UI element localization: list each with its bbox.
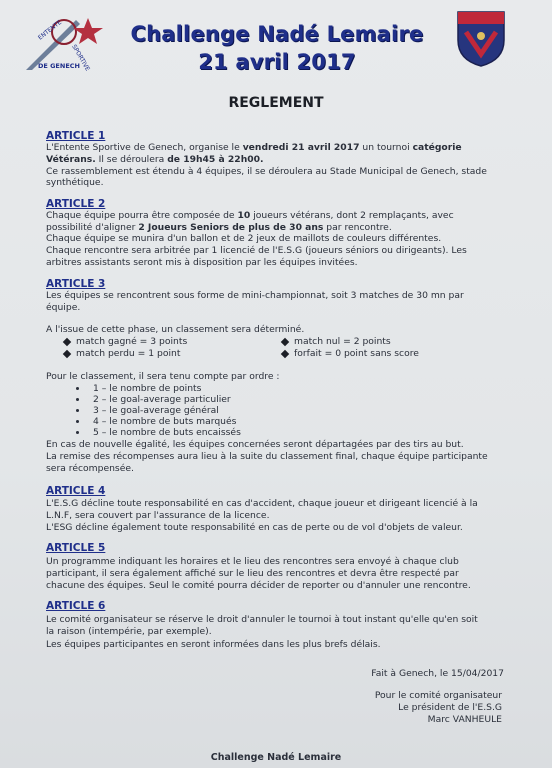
signature-line-2: Le président de l'E.S.G — [398, 702, 502, 713]
logo-line1: ENTENTE — [36, 19, 64, 42]
article-1-line-3: Ce rassemblement est étendu à 4 équipes, il se déroulera au Stade Municipal de Genech, stade — [46, 166, 487, 177]
article-6-line-2: la raison (intempérie, par exemple). — [46, 626, 212, 637]
list-item: 4 – le nombre de buts marqués — [76, 416, 236, 427]
article-3-line-3: A l'issue de cette phase, un classement sera déterminé. — [46, 324, 305, 335]
article-2-line-5: arbitres assistants seront mis à disposition par les équipes invitées. — [46, 257, 358, 268]
diamond-bullet-icon — [63, 337, 71, 345]
points-rule: match gagné = 3 points — [64, 336, 187, 347]
article-3-line-1: Les équipes se rencontrent sous forme de mini-championnat, soit 3 matches de 30 mn par — [46, 290, 464, 301]
list-item: 1 – le nombre de points — [76, 383, 201, 394]
article-5-line-3: chacune des équipes. Seul le comité pourra décider de reporter ou d'annuler une rencontre. — [46, 580, 471, 591]
points-rule: match perdu = 1 point — [64, 348, 180, 359]
shield-logo-icon — [456, 10, 506, 68]
article-3-line-7: sera récompensée. — [46, 463, 134, 474]
list-item: 5 – le nombre de buts encaissés — [76, 427, 241, 438]
article-6-line-3: Les équipes participantes en seront informées dans les plus brefs délais. — [46, 639, 381, 650]
diamond-bullet-icon — [281, 337, 289, 345]
article-1-line-2: Vétérans. Il se déroulera de 19h45 à 22h00. — [46, 154, 264, 165]
list-item: 2 – le goal-average particulier — [76, 394, 231, 405]
club-logo-left-icon — [18, 14, 110, 72]
article-4-line-3: L'ESG décline également toute responsabilité en cas de perte ou de vol d'objets de valeur. — [46, 522, 463, 533]
article-3-line-2: équipe. — [46, 302, 81, 313]
diamond-bullet-icon — [63, 349, 71, 357]
article-1-line-1: L'Entente Sportive de Genech, organise le vendredi 21 avril 2017 un tournoi catégorie — [46, 142, 462, 153]
bullet-icon — [76, 398, 79, 401]
article-5-line-1: Un programme indiquant les horaires et le lieu des rencontres sera envoyé à chaque club — [46, 556, 459, 567]
article-2-title: ARTICLE 2 — [46, 198, 106, 210]
article-2-line-2: possibilité d'aligner 2 Joueurs Seniors de plus de 30 ans par rencontre. — [46, 222, 392, 233]
diamond-bullet-icon — [281, 349, 289, 357]
article-1-title: ARTICLE 1 — [46, 130, 106, 142]
logo-line2: SPORTIVE — [70, 43, 91, 72]
points-rule: match nul = 2 points — [282, 336, 391, 347]
article-3-line-4: Pour le classement, il sera tenu compte par ordre : — [46, 371, 280, 382]
bullet-icon — [76, 420, 79, 423]
article-2-line-1: Chaque équipe pourra être composée de 10 joueurs vétérans, dont 2 remplaçants, avec — [46, 210, 454, 221]
article-5-title: ARTICLE 5 — [46, 542, 106, 554]
points-rule: forfait = 0 point sans score — [282, 348, 419, 359]
article-3-line-5: En cas de nouvelle égalité, les équipes concernées seront départagées par des tirs au but. — [46, 439, 464, 450]
article-4-line-2: L.N.F, sera couvert par l'assurance de la licence. — [46, 510, 270, 521]
bullet-icon — [76, 409, 79, 412]
article-1-line-4: synthétique. — [46, 177, 104, 188]
signature-line-1: Pour le comité organisateur — [374, 690, 502, 701]
article-2-line-3: Chaque équipe se munira d'un ballon et de 2 jeux de maillots de couleurs différentes. — [46, 233, 442, 244]
signature-date: Fait à Genech, le 15/04/2017 — [371, 668, 504, 679]
article-5-line-2: participant, il sera également affiché sur le lieu des rencontres et devra être respecté par — [46, 568, 459, 579]
article-4-title: ARTICLE 4 — [46, 485, 106, 497]
article-2-line-4: Chaque rencontre sera arbitrée par 1 licencié de l'E.S.G (joueurs séniors ou dirigeants). Les — [46, 245, 467, 256]
logo-line3: DE GENECH — [38, 62, 80, 70]
bullet-icon — [76, 431, 79, 434]
article-3-line-6: La remise des récompenses aura lieu à la suite du classement final, chaque équipe participante — [46, 451, 488, 462]
article-3-title: ARTICLE 3 — [46, 278, 106, 290]
document-title: Challenge Nadé Lemaire — [130, 22, 424, 46]
list-item: 3 – le goal-average général — [76, 405, 219, 416]
footer-title: Challenge Nadé Lemaire — [210, 752, 342, 763]
article-6-title: ARTICLE 6 — [46, 600, 106, 612]
signature-name: Marc VANHEULE — [427, 714, 502, 725]
article-6-line-1: Le comité organisateur se réserve le droit d'annuler le tournoi à tout instant qu'elle qu'en soit — [46, 614, 478, 625]
document-date-title: 21 avril 2017 — [198, 50, 356, 74]
bullet-icon — [76, 387, 79, 390]
article-4-line-1: L'E.S.G décline toute responsabilité en cas d'accident, chaque joueur et dirigeant licencié à la — [46, 498, 478, 509]
section-heading: REGLEMENT — [228, 95, 324, 111]
